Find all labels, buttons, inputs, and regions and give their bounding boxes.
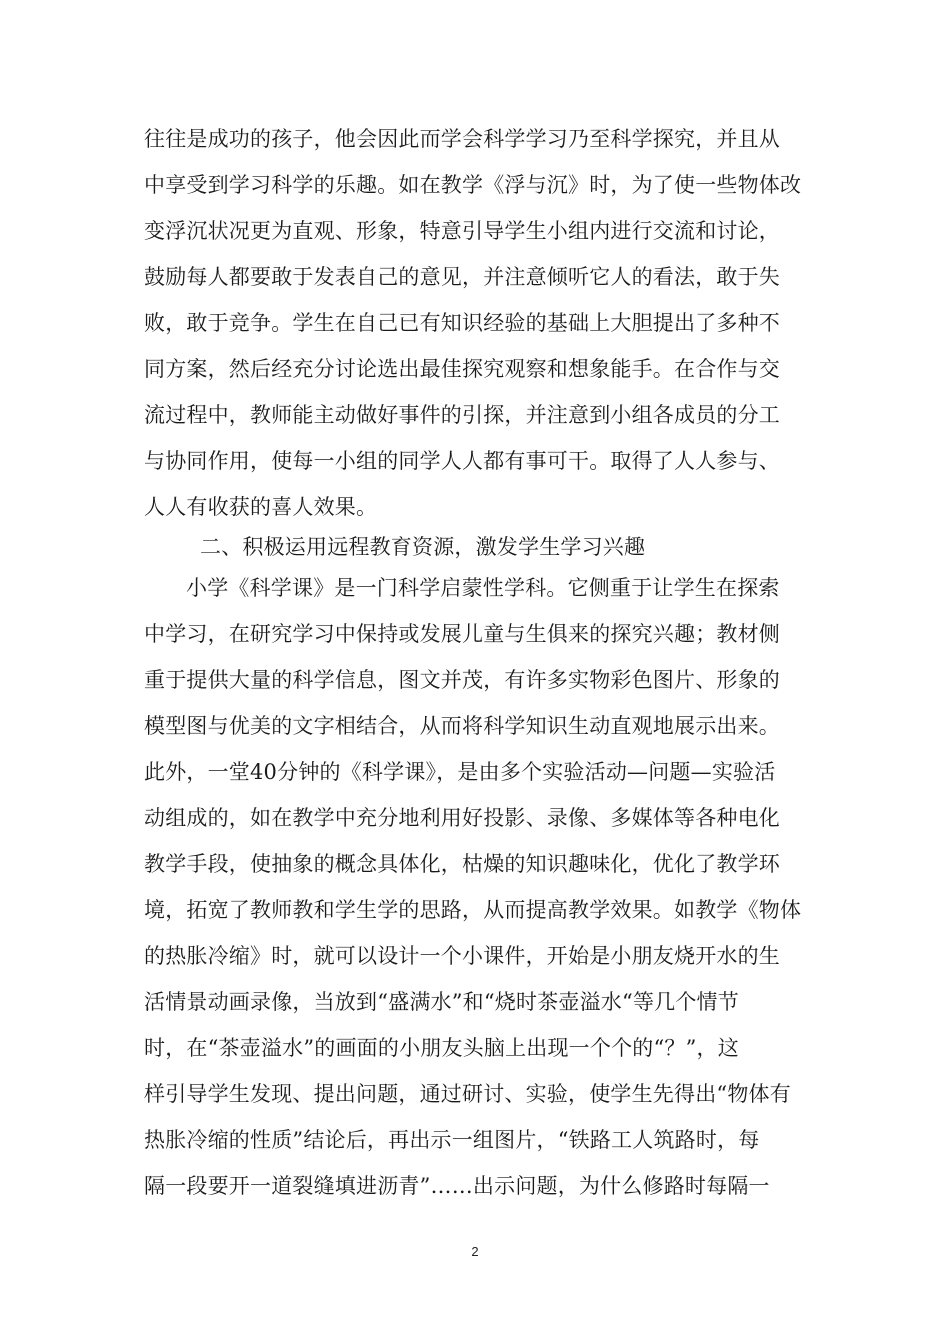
text-line: 境，拓宽了教师教和学生学的思路，从而提高教学效果。如教学《物体	[144, 898, 802, 922]
text-line: 时，在“茶壶溢水”的画面的小朋友头脑上出现一个个的“？”，这	[144, 1036, 739, 1060]
text-line: 重于提供大量的科学信息，图文并茂，有许多实物彩色图片、形象的	[144, 668, 780, 692]
text-line: 同方案，然后经充分讨论选出最佳探究观察和想象能手。在合作与交	[144, 357, 780, 381]
text-line: 样引导学生发现、提出问题，通过研讨、实验，使学生先得出“物体有	[144, 1082, 791, 1106]
text-line: 流过程中，教师能主动做好事件的引探，并注意到小组各成员的分工	[144, 403, 780, 427]
text-line: 往往是成功的孩子，他会因此而学会科学学习乃至科学探究，并且从	[144, 127, 780, 151]
text-line: 动组成的，如在教学中充分地利用好投影、录像、多媒体等各种电化	[144, 806, 780, 830]
text-line: 热胀冷缩的性质”结论后，再出示一组图片，“铁路工人筑路时，每	[144, 1128, 760, 1152]
page-number: 2	[471, 1244, 479, 1259]
text-line: 中学习，在研究学习中保持或发展儿童与生俱来的探究兴趣；教材侧	[144, 622, 780, 646]
text-line: 隔一段要开一道裂缝填进沥青”……出示问题，为什么修路时每隔一	[144, 1174, 770, 1198]
text-line: 人人有收获的喜人效果。	[144, 495, 378, 519]
text-line: 此外，一堂40分钟的《科学课》，是由多个实验活动—问题—实验活	[144, 760, 776, 784]
text-line: 与协同作用，使每一小组的同学人人都有事可干。取得了人人参与、	[144, 449, 780, 473]
section-heading: 二、积极运用远程教育资源，激发学生学习兴趣	[200, 535, 646, 559]
text-line: 模型图与优美的文字相结合，从而将科学知识生动直观地展示出来。	[144, 714, 780, 738]
text-line: 变浮沉状况更为直观、形象，特意引导学生小组内进行交流和讨论，	[144, 219, 780, 243]
text-line: 败，敢于竞争。学生在自己已有知识经验的基础上大胆提出了多种不	[144, 311, 780, 335]
text-line: 教学手段，使抽象的概念具体化，枯燥的知识趣味化，优化了教学环	[144, 852, 780, 876]
text-line: 的热胀冷缩》时，就可以设计一个小课件，开始是小朋友烧开水的生	[144, 944, 780, 968]
text-line: 中享受到学习科学的乐趣。如在教学《浮与沉》时，为了使一些物体改	[144, 173, 802, 197]
text-line: 鼓励每人都要敢于发表自己的意见，并注意倾听它人的看法，敢于失	[144, 265, 780, 289]
text-line: 活情景动画录像，当放到“盛满水”和“烧时茶壶溢水“等几个情节	[144, 990, 739, 1014]
text-line: 小学《科学课》是一门科学启蒙性学科。它侧重于让学生在探索	[186, 576, 780, 600]
